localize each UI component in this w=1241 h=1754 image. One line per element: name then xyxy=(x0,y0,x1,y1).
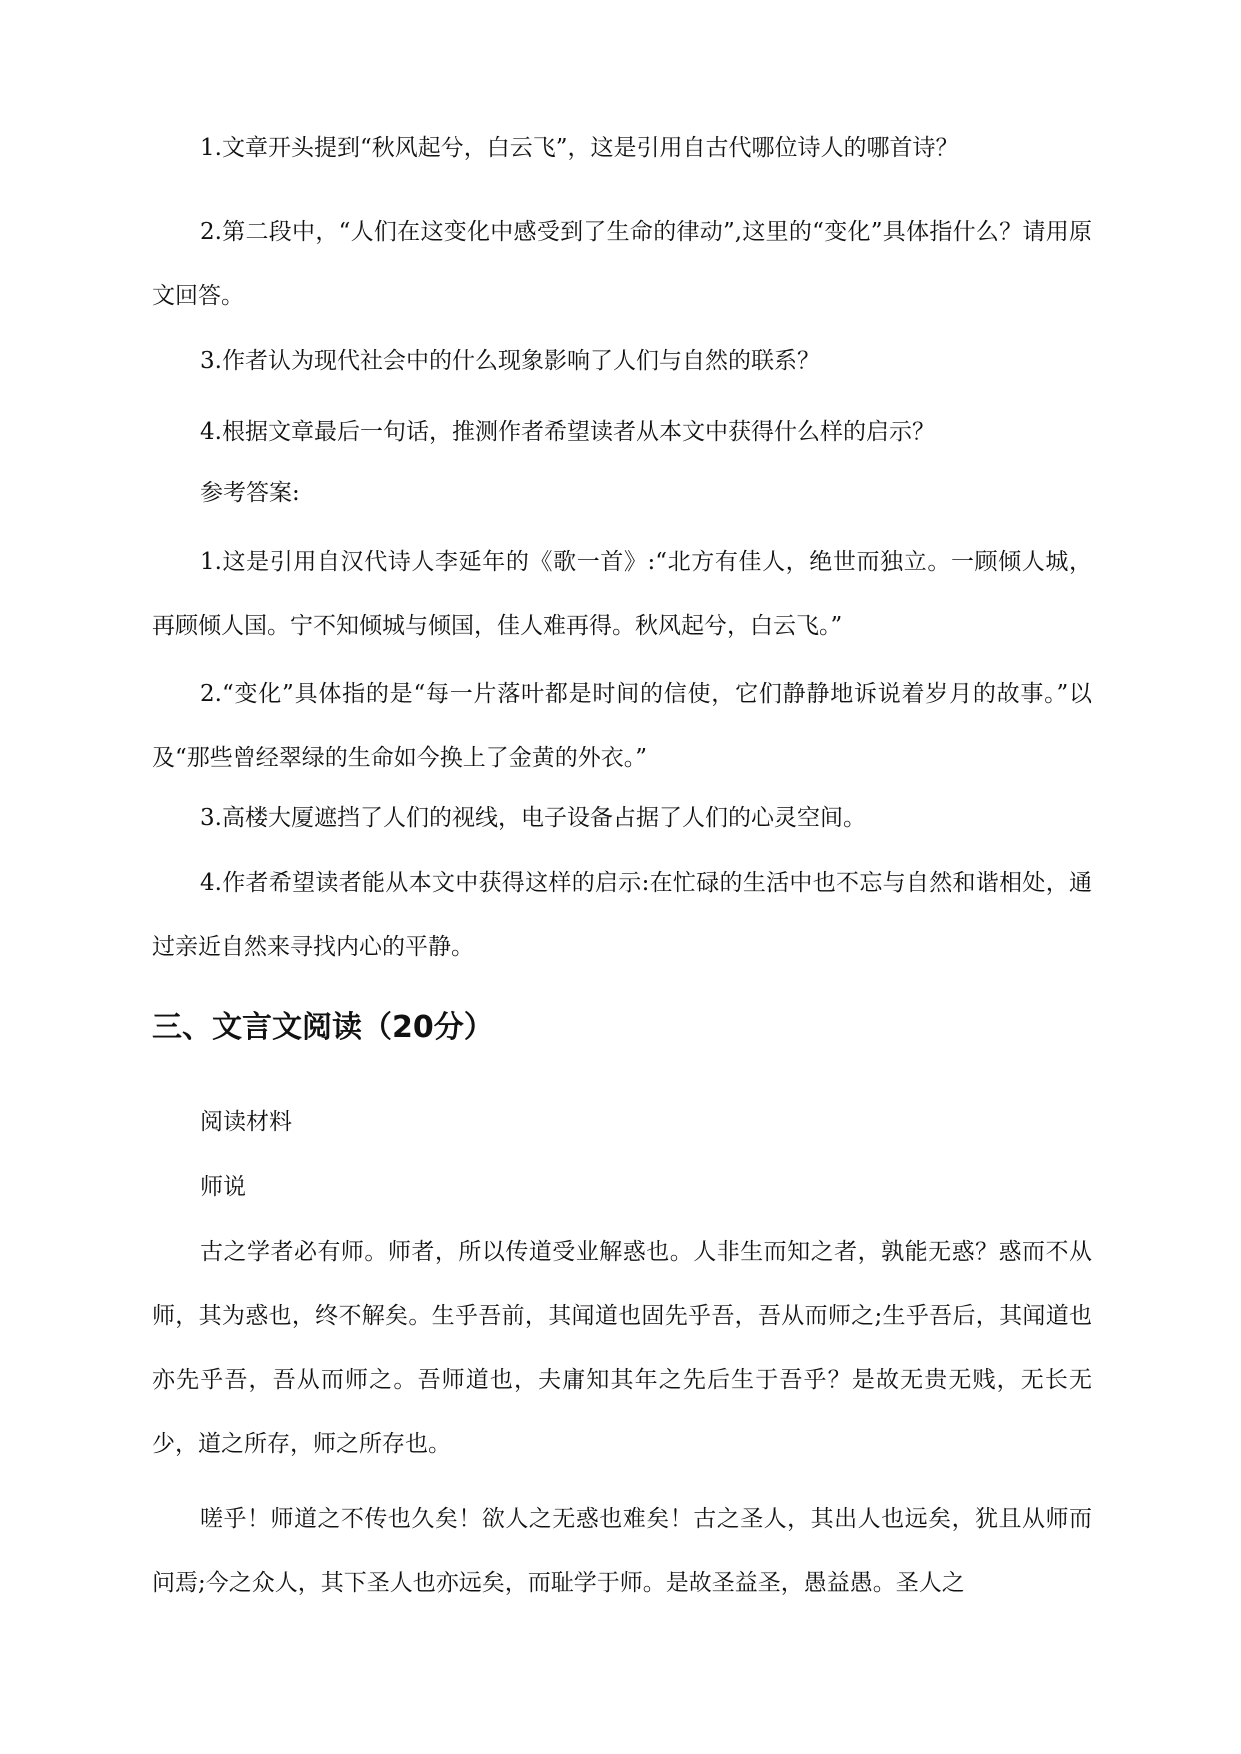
answer-4: 4.作者希望读者能从本文中获得这样的启示:在忙碌的生活中也不忘与自然和谐相处，通过亲近自然来寻找内心的平静。 xyxy=(152,870,1092,960)
reading-material-label: 阅读材料 xyxy=(200,1109,292,1135)
section-heading: 三、文言文阅读（20分） xyxy=(152,1010,494,1045)
answer-2: 2.“变化”具体指的是“每一片落叶都是时间的信使，它们静静地诉说着岁月的故事。”以及“那些曾经翠绿的生命如今换上了金黄的外衣。” xyxy=(152,681,1092,771)
question-4: 4.根据文章最后一句话，推测作者希望读者从本文中获得什么样的启示？ xyxy=(200,419,935,445)
question-3: 3.作者认为现代社会中的什么现象影响了人们与自然的联系？ xyxy=(200,348,820,374)
passage-paragraph-1: 古之学者必有师。师者，所以传道受业解惑也。人非生而知之者，孰能无惑？惑而不从师，其为惑也，终不解矣。生乎吾前，其闻道也固先乎吾，吾从而师之;生乎吾后，其闻道也亦先乎吾，吾从而师之。吾师道也，夫庸知其年之先后生于吾乎？是故无贵无贱，无长无少，道之所存，师之所存也。 xyxy=(152,1239,1092,1457)
passage-paragraph-2: 嗟乎！师道之不传也久矣！欲人之无惑也难矣！古之圣人，其出人也远矣，犹且从师而问焉;今之众人，其下圣人也亦远矣，而耻学于师。是故圣益圣，愚益愚。圣人之 xyxy=(152,1506,1092,1596)
question-1: 1.文章开头提到“秋风起兮，白云飞”，这是引用自古代哪位诗人的哪首诗？ xyxy=(200,135,959,161)
answer-3: 3.高楼大厦遮挡了人们的视线，电子设备占据了人们的心灵空间。 xyxy=(200,805,866,831)
passage-title: 师说 xyxy=(200,1174,246,1200)
question-2: 2.第二段中，“人们在这变化中感受到了生命的律动”,这里的“变化”具体指什么？请用原文回答。 xyxy=(152,219,1092,309)
answer-label: 参考答案: xyxy=(200,480,300,506)
answer-1: 1.这是引用自汉代诗人李延年的《歌一首》:“北方有佳人，绝世而独立。一顾倾人城，再顾倾人国。宁不知倾城与倾国，佳人难再得。秋风起兮，白云飞。” xyxy=(152,549,1092,639)
